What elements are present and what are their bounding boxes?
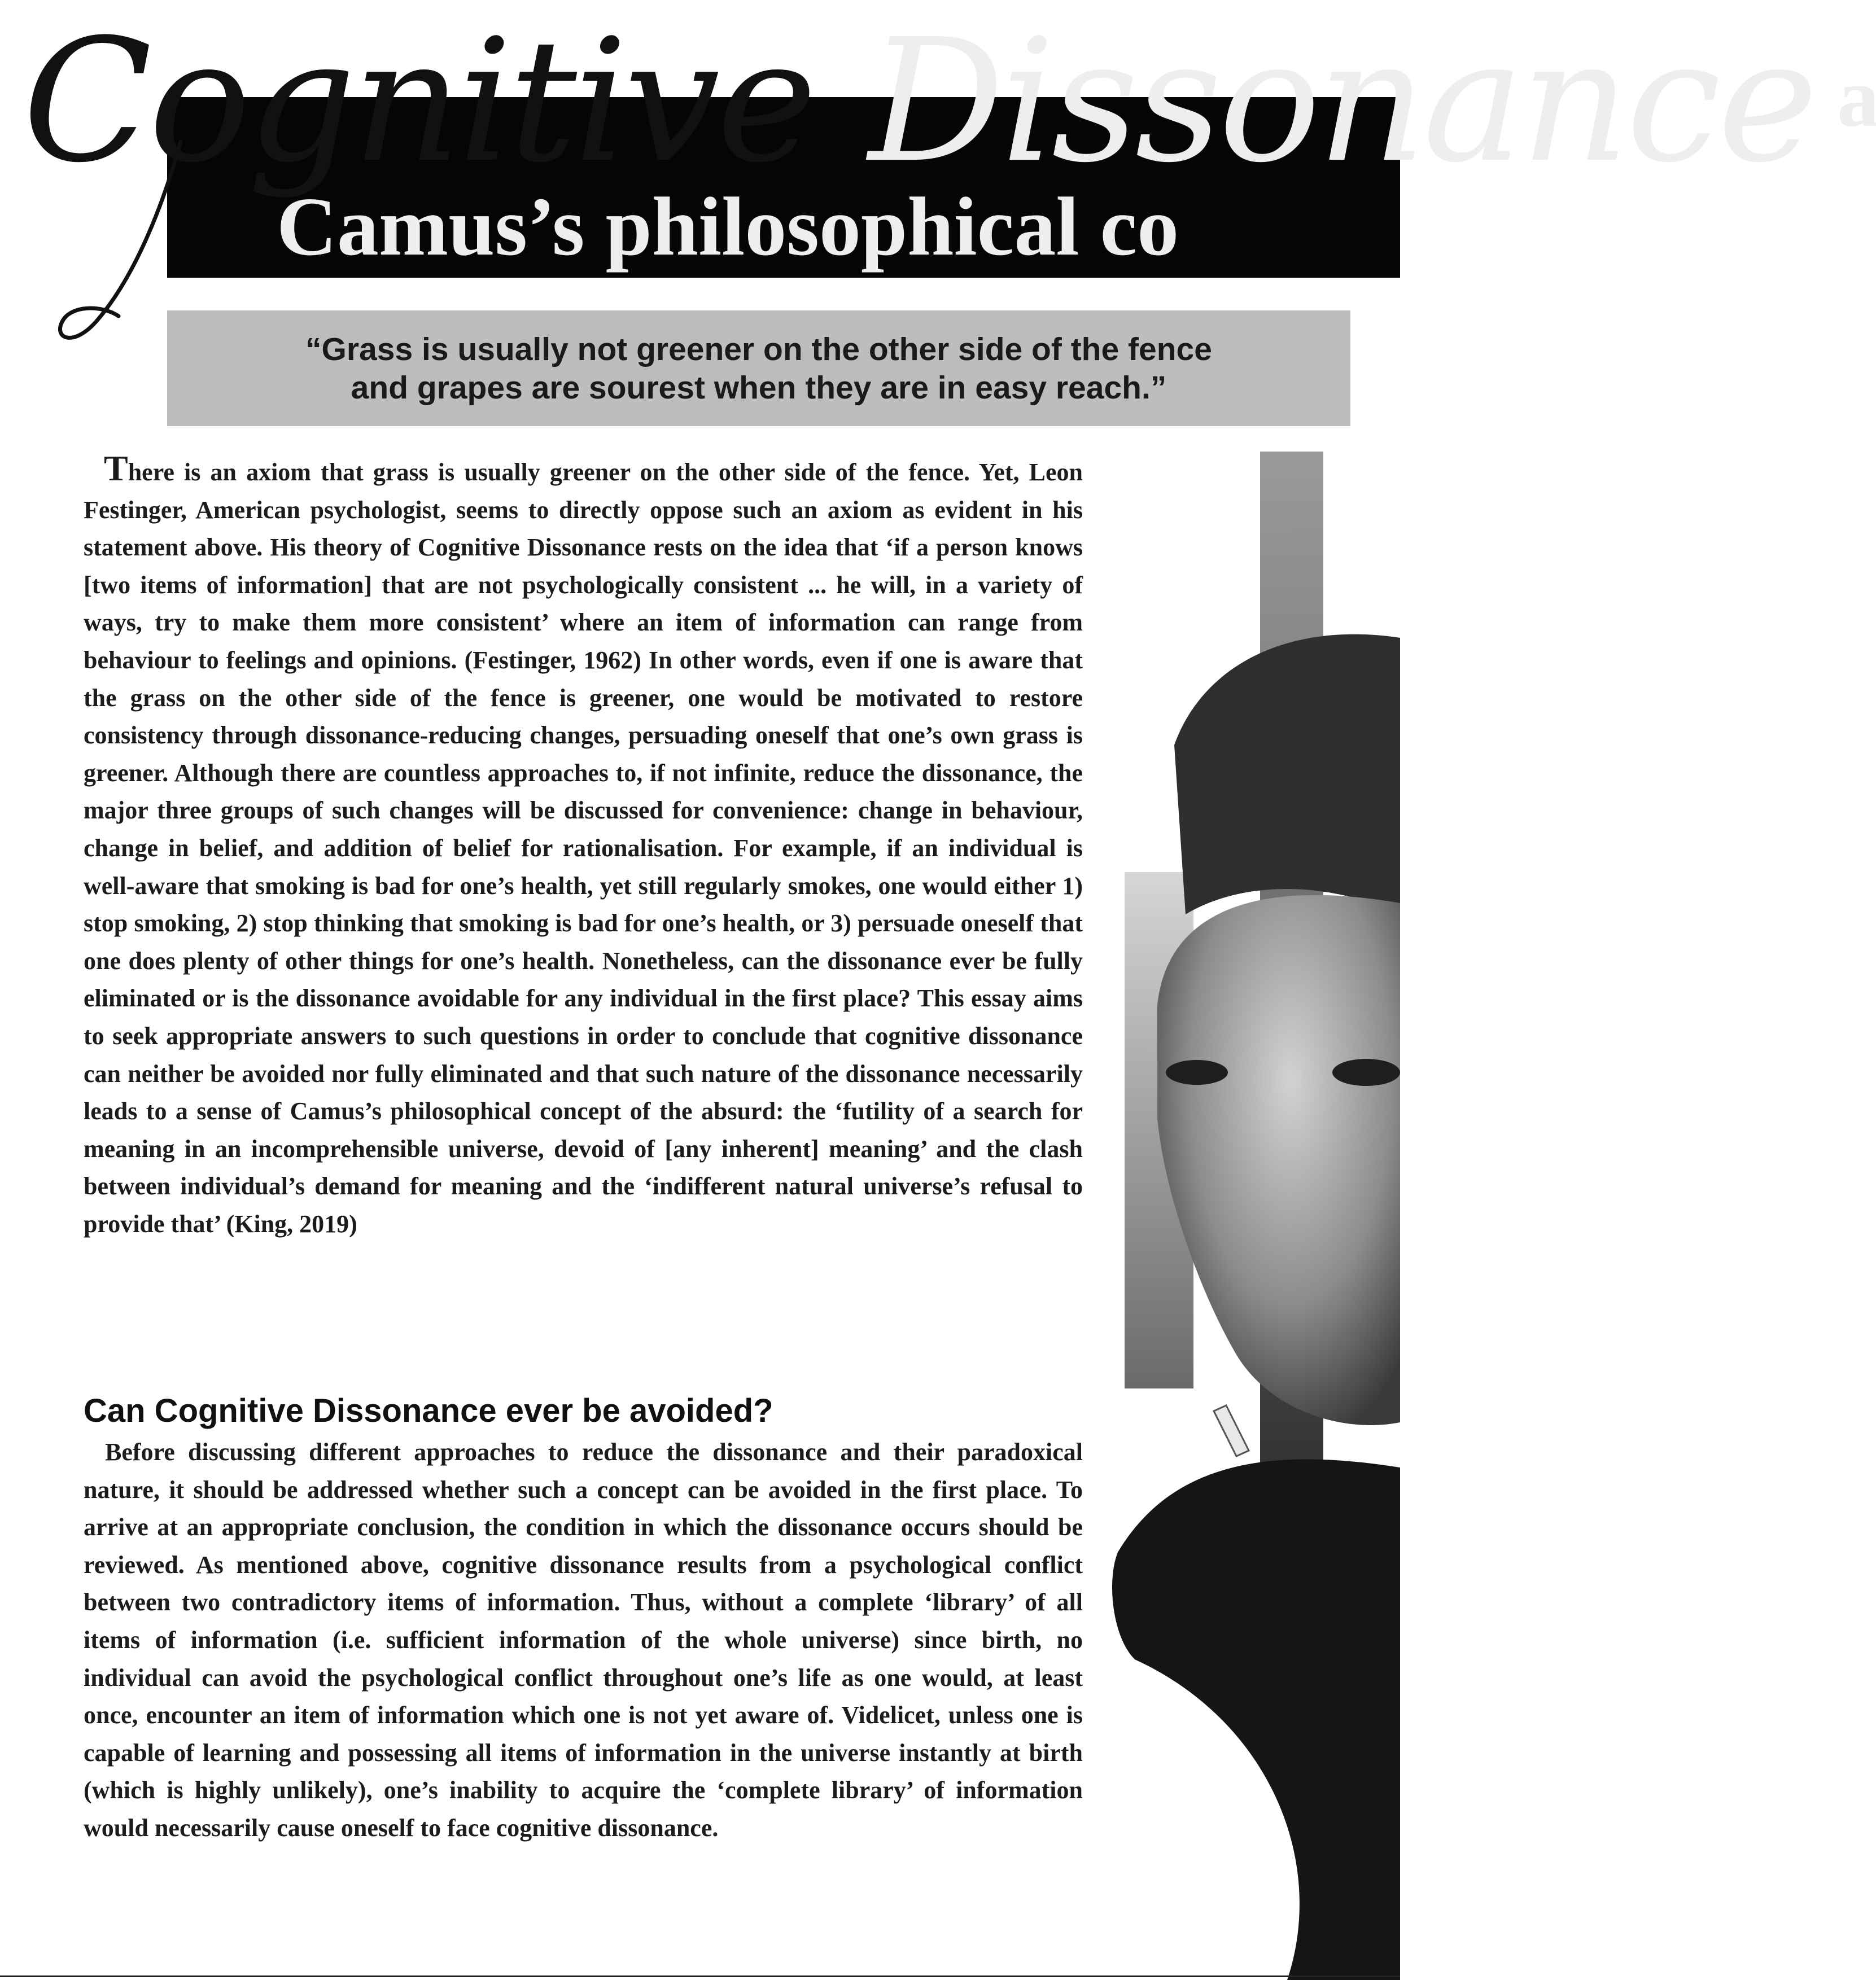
intro-column [84,448,1083,1243]
portrait-image [1101,452,1400,1980]
intro-text: here is an axiom that grass is usually greener on the other side of the fence. Yet, Leon Festinger, American psychologist, seems to directly oppose such an axiom as evident in his statement above. His theory of Cognitive Dissonance rests on the idea that ‘if a person knows [two items of information] that are not psychologically consistent ... he will, in a variety of ways, try to make them more consistent’ where an item of information can range from behaviour to feelings and opinions. (Festinger, 1962) In other words, even if one is aware that the grass on the other side of the fence is greener, one would be motivated to restore consistency through dissonance-reducing changes, persuading oneself that one’s own grass is greener. Although there are countless approaches to, if not infinite, reduce the dissonance, the major three groups of such changes will be discussed for convenience: change in behaviour, change in belief, and addition of belief for rationalisation. For example, if an individual is well-aware that smoking is bad for one’s health, yet still regularly smokes, one would either 1) stop smoking, 2) stop thinking that smoking is bad for one’s health, or 3) persuade oneself that one does plenty of other things for one’s health. Nonetheless, can the dissonance ever be fully eliminated or is the dissonance avoidable for any individual in the first place? This essay aims to seek appropriate answers to such questions in order to conclude that cognitive dissonance can neither be avoided nor fully eliminated and that such nature of the dissonance necessarily leads to a sense of Camus’s philosophical concept of the absurd: the ‘futility of a search for meaning in an incomprehensible universe, devoid of [any inherent] meaning’ and the clash between individual’s demand for meaning and the ‘indifferent natural universe’s refusal to provide that’ (King, 2019) [84,458,1083,1238]
intro-paragraph [84,448,1083,1243]
title-script [23,3,1876,200]
title-tail: a [1837,51,1876,144]
drop-cap: T [104,448,128,488]
bottom-rule [0,1975,1400,1977]
portrait-eye-right [1332,1059,1400,1086]
portrait-coat [1112,1459,1400,1980]
section-paragraph: Before discussing different approaches to reduce the dissonance and their paradoxical nature, it should be addressed whether such a concept can be avoided in the first place. To arrive at an appropriate conclusion, the condition in which the dissonance occurs should be reviewed. As mentioned above, cognitive dissonance results from a psychological conflict between two contradictory items of information. Thus, without a complete ‘library’ of all items of information (i.e. sufficient information of the whole universe) since birth, no individual can avoid the psychological conflict throughout one’s life as one would, at least once, encounter an item of information which one is not yet aware of. Videlicet, unless one is capable of learning and possessing all items of information in the universe instantly at birth (which is highly unlikely), one’s inability to acquire the ‘complete library’ of information would necessarily cause oneself to face cognitive dissonance. [84,1438,1083,1842]
portrait-cigarette [1214,1405,1249,1456]
portrait-eye [1166,1060,1228,1085]
title-word-cognitive: Cognitive [23,3,814,200]
section-column [84,1434,1083,1847]
portrait-hair [1174,634,1400,914]
title-word-dissonance: Dissonance [868,3,1815,200]
section-heading: Can Cognitive Dissonance ever be avoided? [84,1392,773,1429]
pull-quote-box [167,310,1350,426]
pull-quote: “Grass is usually not greener on the other side of the fence and grapes are sourest when they are in easy reach.” [305,331,1212,406]
portrait-face [1157,895,1400,1425]
subtitle: Camus’s philosophical co [277,181,1179,273]
